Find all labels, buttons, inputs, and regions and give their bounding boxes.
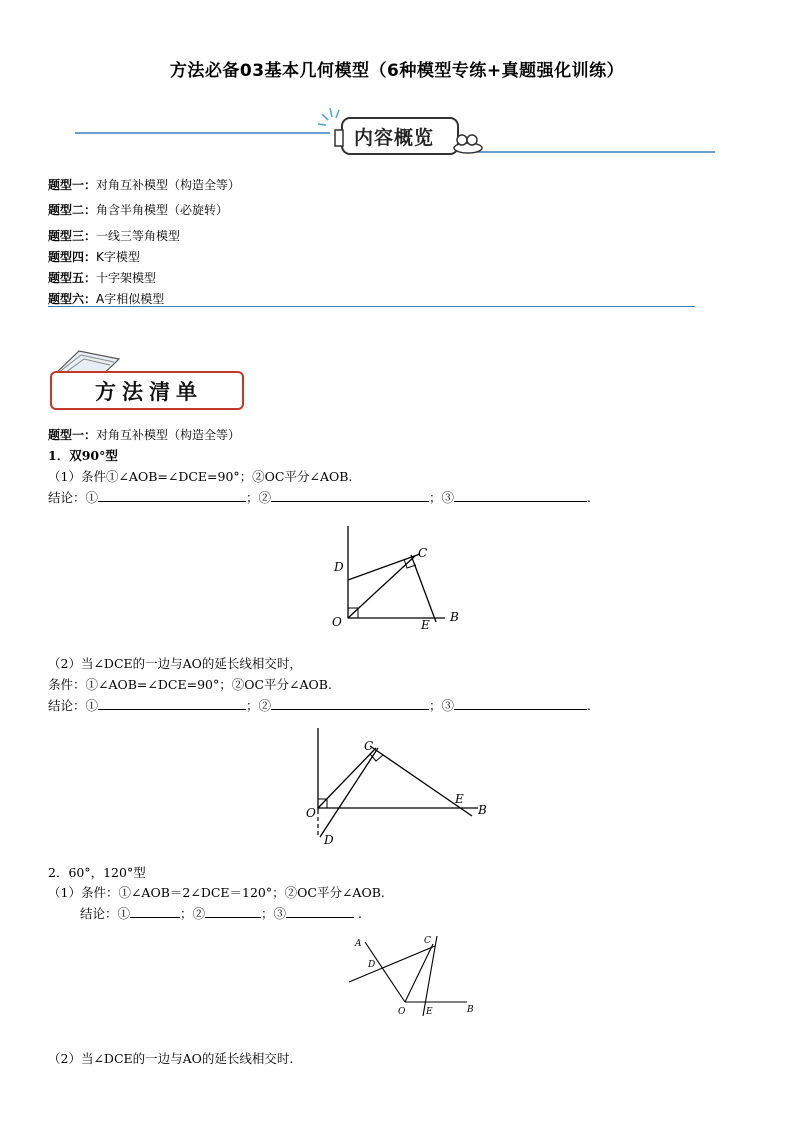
label-B: B	[450, 610, 459, 624]
answer-blank[interactable]	[98, 489, 246, 502]
label-E: E	[455, 792, 464, 806]
overview-banner-label: 内容概览	[354, 127, 435, 149]
overview-item-6: 题型六：A字相似模型	[48, 292, 165, 306]
label-B: B	[478, 803, 487, 817]
conclusion-row-3: 结论：① ；② ；③ .	[80, 906, 363, 921]
answer-blank[interactable]	[130, 905, 180, 918]
overview-item-4: 题型四：K字模型	[48, 250, 140, 264]
answer-blank[interactable]	[271, 489, 429, 502]
overview-divider	[48, 306, 695, 307]
label-O: O	[306, 806, 316, 820]
section-heading: 题型一：对角互补模型（构造全等）	[48, 428, 241, 442]
figure-60-120	[345, 928, 485, 1020]
label-D: D	[368, 960, 376, 970]
answer-blank[interactable]	[454, 489, 587, 502]
label-C: C	[418, 546, 428, 560]
condition-1: （1）条件①∠AOB=∠DCE=90°；②OC平分∠AOB.	[48, 469, 353, 484]
overview-item-3: 题型三：一线三等角模型	[48, 229, 181, 243]
overview-item-2: 题型二：角含半角模型（必旋转）	[48, 203, 229, 217]
label-C: C	[364, 739, 374, 753]
answer-blank[interactable]	[454, 697, 587, 710]
method-banner-label: 方法清单	[95, 380, 203, 404]
overview-item-1: 题型一：对角互补模型（构造全等）	[48, 178, 241, 192]
label-D: D	[334, 560, 344, 574]
page-title: 方法必备03基本几何模型（6种模型专练+真题强化训练）	[169, 61, 625, 81]
label-C: C	[424, 936, 431, 946]
label-O: O	[398, 1007, 406, 1017]
case-4-intro: （2）当∠DCE的一边与AO的延长线相交时.	[48, 1051, 294, 1066]
label-D: D	[324, 833, 334, 847]
label-A: A	[355, 939, 362, 949]
label-B: B	[467, 1005, 474, 1015]
conclusion-row-2: 结论：① ；② ；③ .	[48, 698, 592, 713]
answer-blank[interactable]	[271, 697, 429, 710]
answer-blank[interactable]	[98, 697, 246, 710]
condition-2: 条件：①∠AOB=∠DCE=90°；②OC平分∠AOB.	[48, 677, 332, 692]
figure-double-90-1	[320, 518, 470, 636]
answer-blank[interactable]	[286, 905, 354, 918]
answer-blank[interactable]	[205, 905, 261, 918]
subheading-double-90: 1．双90°型	[48, 448, 118, 463]
figure-double-90-2	[300, 722, 500, 850]
case-2-intro: （2）当∠DCE的一边与AO的延长线相交时，	[48, 656, 302, 671]
conclusion-row-1: 结论：① ；② ；③ .	[48, 490, 592, 505]
condition-3: （1）条件：①∠AOB＝2∠DCE＝120°；②OC平分∠AOB.	[48, 885, 385, 900]
subheading-60-120: 2．60°，120°型	[48, 865, 146, 880]
label-E: E	[426, 1007, 433, 1017]
label-E: E	[421, 618, 430, 632]
overview-item-5: 题型五：十字架模型	[48, 271, 157, 285]
label-O: O	[332, 615, 342, 629]
